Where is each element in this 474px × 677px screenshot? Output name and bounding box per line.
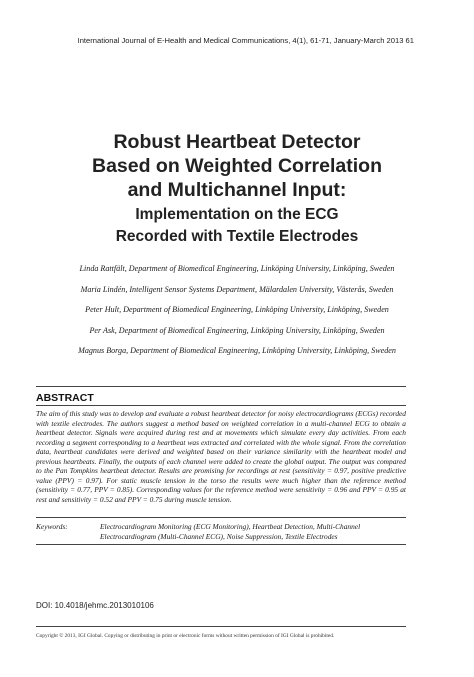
title-line: Based on Weighted Correlation	[91, 155, 382, 177]
author-affiliation: Linda Rattfält, Department of Biomedical Engineering, Linköping University, Linköping, Sweden	[79, 264, 395, 273]
author-affiliation: Maria Lindén, Intelligent Sensor Systems Department, Mälardalen University, Västerås, Sweden	[80, 284, 394, 294]
author-affiliation: Per Ask, Department of Biomedical Engineering, Linköping University, Linköping, Sweden	[89, 325, 385, 335]
divider-line	[36, 386, 406, 387]
divider-line	[36, 517, 406, 518]
copyright-notice: Copyright © 2013, IGI Global. Copying or distributing in print or electronic forms without written permission of IGI Global is prohibited.	[36, 633, 335, 639]
divider-line	[36, 626, 406, 627]
subtitle-line: Implementation on the ECG	[135, 206, 339, 223]
keywords	[36, 522, 406, 541]
title-line: Robust Heartbeat Detector	[113, 131, 361, 153]
keywords-value: Electrocardiogram Monitoring (ECG Monitoring), Heartbeat Detection, Multi-Channel Electrocardiogram (Multi-Channel ECG), Noise Suppression, Textile Electrodes	[100, 522, 361, 541]
running-header: International Journal of E-Health and Medical Communications, 4(1), 61-71, January-March 2013 61	[77, 36, 414, 45]
doi: DOI: 10.4018/jehmc.2013010106	[36, 601, 154, 610]
author-list	[60, 264, 414, 367]
title-line: and Multichannel Input:	[127, 179, 347, 201]
author-affiliation: Magnus Borga, Department of Biomedical Engineering, Linköping University, Linköping, Sweden	[78, 346, 396, 356]
abstract-heading: ABSTRACT	[36, 392, 94, 404]
abstract-body: The aim of this study was to develop and evaluate a robust heartbeat detector for noisy electrocardiograms (ECGs) recorded with textile electrodes. The authors suggest a method based on weighted correlation in a multi-channel ECG to obtain a heartbeat detector. Signals were acquired during rest and at movements which simulate every day activities. From each recording a segment corresponding to a heartbeat was extracted and correlated with the whole signal. From the correlation data, heartbeat candidates were derived and weighted based on their variance similarity with the heartbeat model and previous heartbeats. Finally, the outputs of each channel were added to create the global output. The output was compared to the Pan Tompkins heartbeat detector. Results are promising for recordings at rest (sensitivity = 0.97, positive predictive value (PPV) = 0.97). For static muscle tension in the torso the results were much higher than the reference method (sensitivity = 0.77, PPV = 0.85). Corresponding values for the reference method were sensitivity = 0.96 and PPV = 0.95 at rest and sensitivity = 0.52 and PPV = 0.75 during muscle tension.	[36, 409, 406, 504]
keywords-label: Keywords:	[36, 522, 68, 531]
paper-title	[40, 130, 434, 246]
subtitle-line: Recorded with Textile Electrodes	[115, 228, 359, 245]
divider-line	[36, 544, 406, 545]
author-affiliation: Peter Hult, Department of Biomedical Engineering, Linköping University, Linköping, Sweden	[85, 305, 389, 315]
divider-line	[36, 405, 406, 406]
